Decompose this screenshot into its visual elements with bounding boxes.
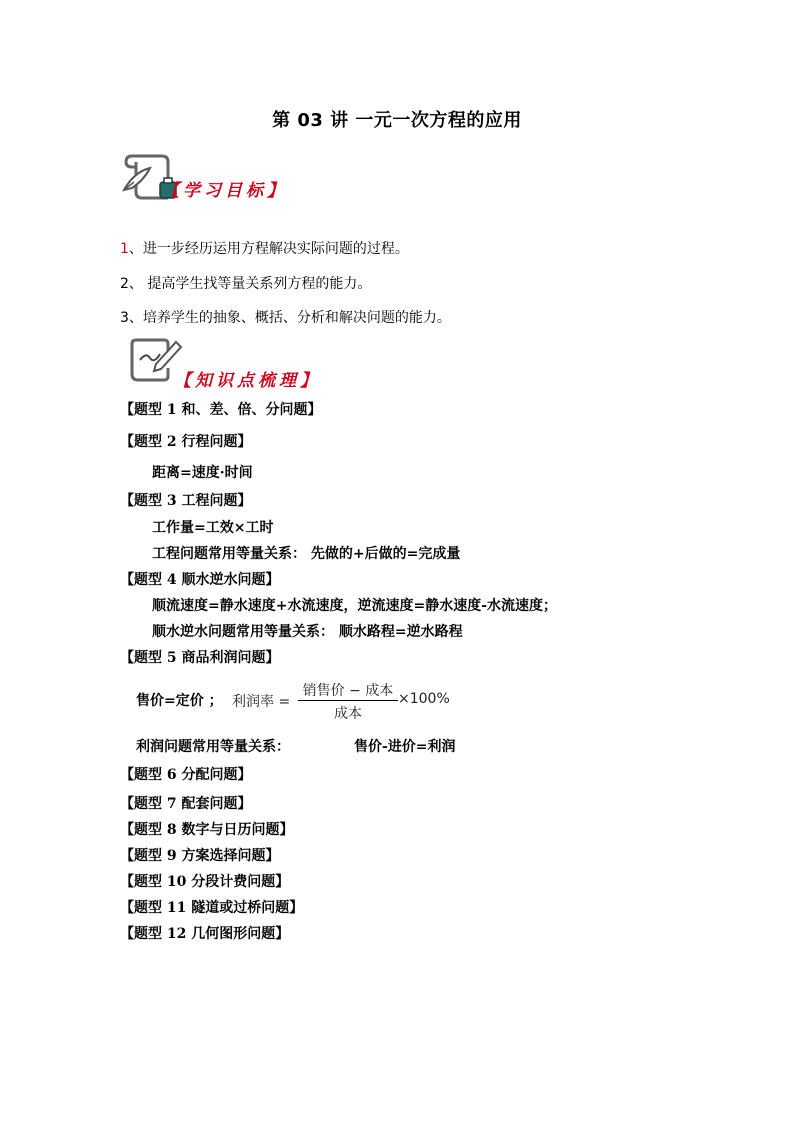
fraction-denominator: 成本 [334,706,362,722]
type-5-heading: 【题型 5 商品利润问题】 [120,650,280,666]
type-5-times-percent: ×100% [398,691,450,707]
type-3-heading: 【题型 3 工程问题】 [120,493,252,509]
type-5-relation-label: 利润问题常用等量关系： [136,739,290,755]
type-4-heading: 【题型 4 顺水逆水问题】 [120,572,280,588]
objective-item-2: 2、 提高学生找等量关系列方程的能力。 [120,276,372,292]
page-title: 第 03 讲 一元一次方程的应用 [272,110,522,131]
type-12-heading: 【题型 12 几何图形问题】 [120,926,290,942]
type-2-formula: 距离=速度·时间 [152,465,253,481]
type-10-heading: 【题型 10 分段计费问题】 [120,874,290,890]
objective-item-1: 1、进一步经历运用方程解决实际问题的过程。 [120,241,409,257]
fraction-bar [298,700,398,701]
type-1-heading: 【题型 1 和、差、倍、分问题】 [120,402,322,418]
objective-item-3: 3、培养学生的抽象、概括、分析和解决问题的能力。 [120,310,451,326]
type-5-relation-formula: 售价-进价=利润 [354,739,456,755]
type-5-rate-label: 利润率 = [232,694,291,710]
type-8-heading: 【题型 8 数字与日历问题】 [120,822,294,838]
type-4-formula-2: 顺水逆水问题常用等量关系： 顺水路程=逆水路程 [152,624,463,640]
knowledge-banner: 【知识点梳理】 [174,371,321,391]
type-2-heading: 【题型 2 行程问题】 [120,434,252,450]
type-9-heading: 【题型 9 方案选择问题】 [120,848,280,864]
type-4-formula-1: 顺流速度=静水速度+水流速度，逆流速度=静水速度-水流速度； [152,598,558,614]
type-5-price: 售价=定价 ； [136,693,223,709]
profit-rate-fraction [298,680,398,720]
type-3-formula-2: 工程问题常用等量关系： 先做的+后做的=完成量 [152,546,461,562]
type-7-heading: 【题型 7 配套问题】 [120,796,252,812]
fraction-numerator: 销售价 − 成本 [302,683,394,699]
type-3-formula-1: 工作量=工效×工时 [152,520,274,536]
type-11-heading: 【题型 11 隧道或过桥问题】 [120,900,304,916]
objectives-banner: 【学习目标】 [162,181,288,201]
type-6-heading: 【题型 6 分配问题】 [120,767,252,783]
